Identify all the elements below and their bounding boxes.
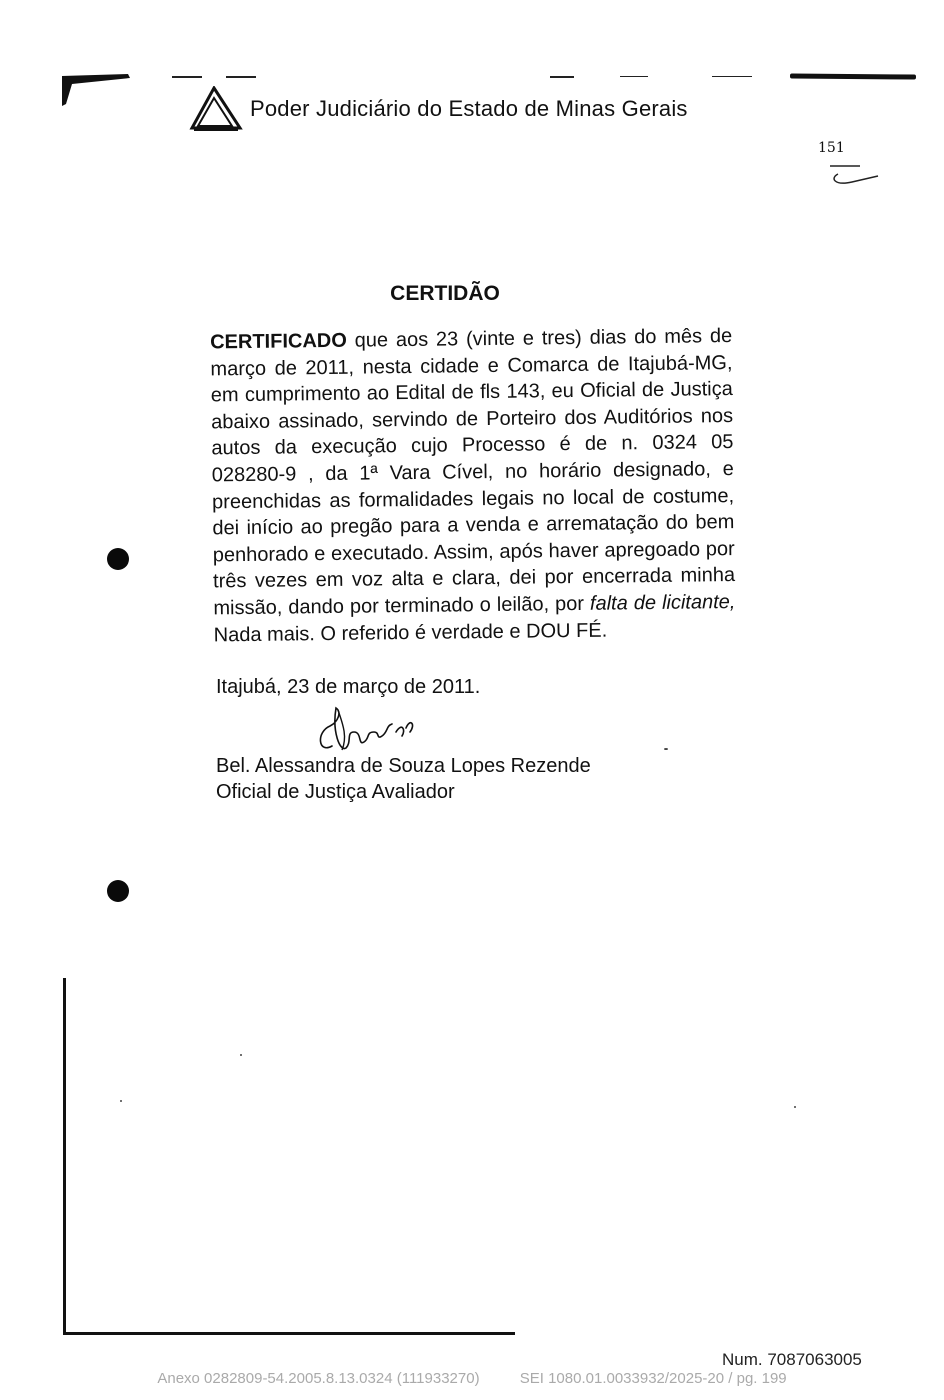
body-paragraph (162, 323, 736, 649)
punch-hole (107, 880, 129, 902)
scan-speck (240, 1054, 242, 1056)
signatory-role: Oficial de Justiça Avaliador (216, 781, 455, 803)
signatory-name: Bel. Alessandra de Souza Lopes Rezende (216, 755, 591, 777)
institution-name: Poder Judiciário do Estado de Minas Gerais (250, 96, 688, 121)
scan-frame-left (63, 978, 66, 1335)
opening-word: CERTIFICADO (210, 329, 347, 354)
handwritten-underline (824, 156, 884, 186)
sei-reference: SEI 1080.01.0033932/2025-20 / pg. 199 (519, 1370, 787, 1387)
scan-edge-bar (790, 73, 916, 79)
body-text-part2: Nada mais. O referido é verdade e DOU FÉ. (213, 619, 608, 646)
scan-dash (172, 76, 202, 78)
handwritten-signature (312, 702, 422, 760)
scan-dash (712, 76, 752, 77)
scan-dash (226, 76, 256, 78)
document-header (188, 86, 688, 132)
scan-dash (620, 76, 648, 77)
body-text-part1: que aos 23 (vinte e tres) dias do mês de março de 2011, nesta cidade e Comarca de Itajubá-MG, em cumprimento ao Edital de fls 143, eu Oficial de Justiça abaixo assinado, servindo de Porteiro dos Auditórios nos autos da execução cujo Processo é de n. 0324 05 028280-9 , da 1ª Vara Cível, no horário designado, e preenchidas as formalidades legais no local de costume, dei início ao pregão para a venda e arrematação do bem penhorado e executado. Assim, após haver apregoado por três vezes em voz alta e clara, dei por encerrada minha missão, dando por terminado o leilão, por (210, 325, 736, 620)
scan-corner-mark (62, 74, 132, 108)
triangle-emblem-icon (188, 86, 244, 132)
scan-speck (794, 1106, 796, 1108)
page-footer (0, 1370, 944, 1387)
scan-speck (664, 748, 668, 750)
scan-speck (120, 1100, 122, 1102)
page-number-text: 151 (818, 140, 845, 156)
place-and-date: Itajubá, 23 de março de 2011. (216, 676, 481, 698)
body-text-italic: falta de licitante, (589, 590, 736, 615)
scan-dash (550, 76, 574, 78)
scan-frame-bottom (63, 1332, 515, 1335)
document-title: CERTIDÃO (390, 282, 500, 305)
certificate-body (162, 323, 736, 649)
stamp-number: Num. 7087063005 (722, 1350, 862, 1369)
annex-reference: Anexo 0282809-54.2005.8.13.0324 (111933270) (157, 1370, 480, 1387)
handwritten-page-number (818, 140, 884, 186)
punch-hole (107, 548, 129, 570)
